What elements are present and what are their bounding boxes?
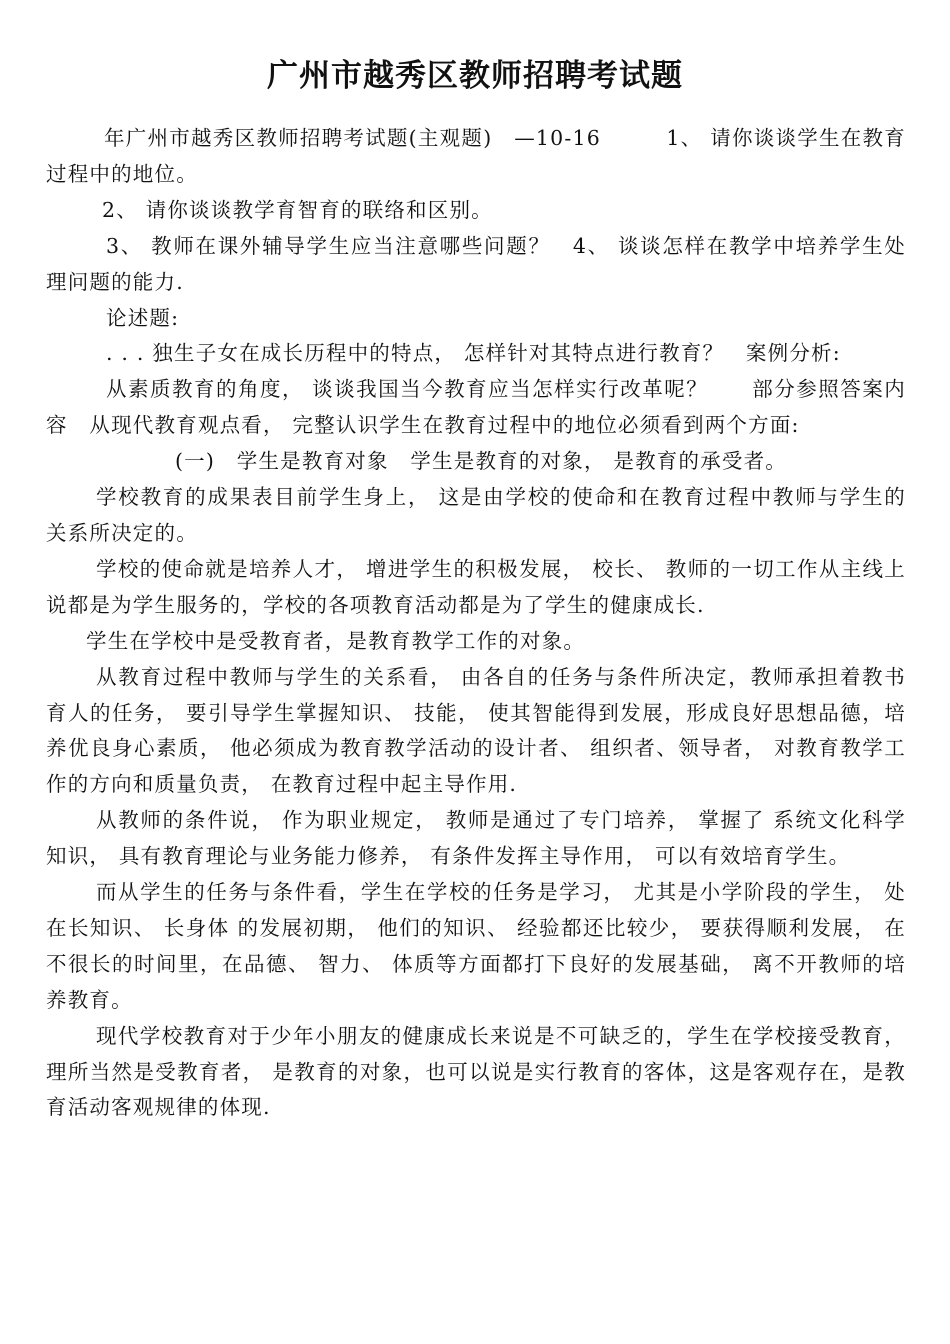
document-body [46, 121, 906, 1126]
paragraph-essay-question: . . . 独生子女在成长历程中的特点， 怎样针对其特点进行教育？ 案例分析: [106, 341, 841, 366]
paragraph-question-3-4: 3、 教师在课外辅导学生应当注意哪些问题？ 4、 谈谈怎样在教学中培养学生处理问题的能力. [46, 233, 906, 294]
paragraph-essay-heading: 论述题: [106, 305, 180, 330]
paragraph-case-and-answer-intro: 从素质教育的角度， 谈谈我国当今教育应当怎样实行改革呢？ 部分参照答案内容 从现代教育观点看， 完整认识学生在教育过程中的地位必须看到两个方面: [46, 377, 906, 438]
paragraph-body: 现代学校教育对于少年小朋友的健康成长来说是不可缺乏的，学生在学校接受教育， 理所当然是受教育者， 是教育的对象，也可以说是实行教育的客体，这是客观存在，是教育活动客观规律的体现. [46, 1023, 906, 1120]
paragraph-body: 从教师的条件说， 作为职业规定， 教师是通过了专门培养， 掌握了 系统文化科学知识， 具有教育理论与业务能力修养， 有条件发挥主导作用， 可以有效培育学生。 [46, 808, 906, 869]
paragraph-section-one-heading: (一) 学生是教育对象 学生是教育的对象， 是教育的承受者。 [174, 449, 787, 474]
paragraph-body: 而从学生的任务与条件看，学生在学校的任务是学习， 尤其是小学阶段的学生， 处在长知识、 长身体 的发展初期， 他们的知识、 经验都还比较少， 要获得顺利发展， 在不很长的时间里，在品德、 智力、 体质等方面都打下良好的发展基础， 离不开教师的培养教育。 [46, 880, 906, 1012]
paragraph-body: 学生在学校中是受教育者，是教育教学工作的对象。 [86, 628, 586, 653]
paragraph-body: 从教育过程中教师与学生的关系看， 由各自的任务与条件所决定，教师承担着教书育人的任务， 要引导学生掌握知识、 技能， 使其智能得到发展，形成良好思想品德，培养优良身心素质， 他必须成为教育教学活动的设计者、 组织者、领导者， 对教育教学工作的方向和质量负责， 在教育过程中起主导作用. [46, 664, 906, 797]
paragraph-intro-question-1: 年广州市越秀区教师招聘考试题(主观题) —10-16 1、 请你谈谈学生在教育过程中的地位。 [46, 126, 906, 186]
paragraph-body: 学校教育的成果表目前学生身上， 这是由学校的使命和在教育过程中教师与学生的关系所决定的。 [46, 485, 906, 545]
paragraph-question-2: 2、 请你谈谈教学育智育的联络和区别。 [102, 197, 493, 222]
paragraph-body: 学校的使命就是培养人才， 增进学生的积极发展， 校长、 教师的一切工作从主线上说都是为学生服务的，学校的各项教育活动都是为了学生的健康成长. [46, 556, 906, 617]
page-title: 广州市越秀区教师招聘考试题 [267, 58, 683, 94]
